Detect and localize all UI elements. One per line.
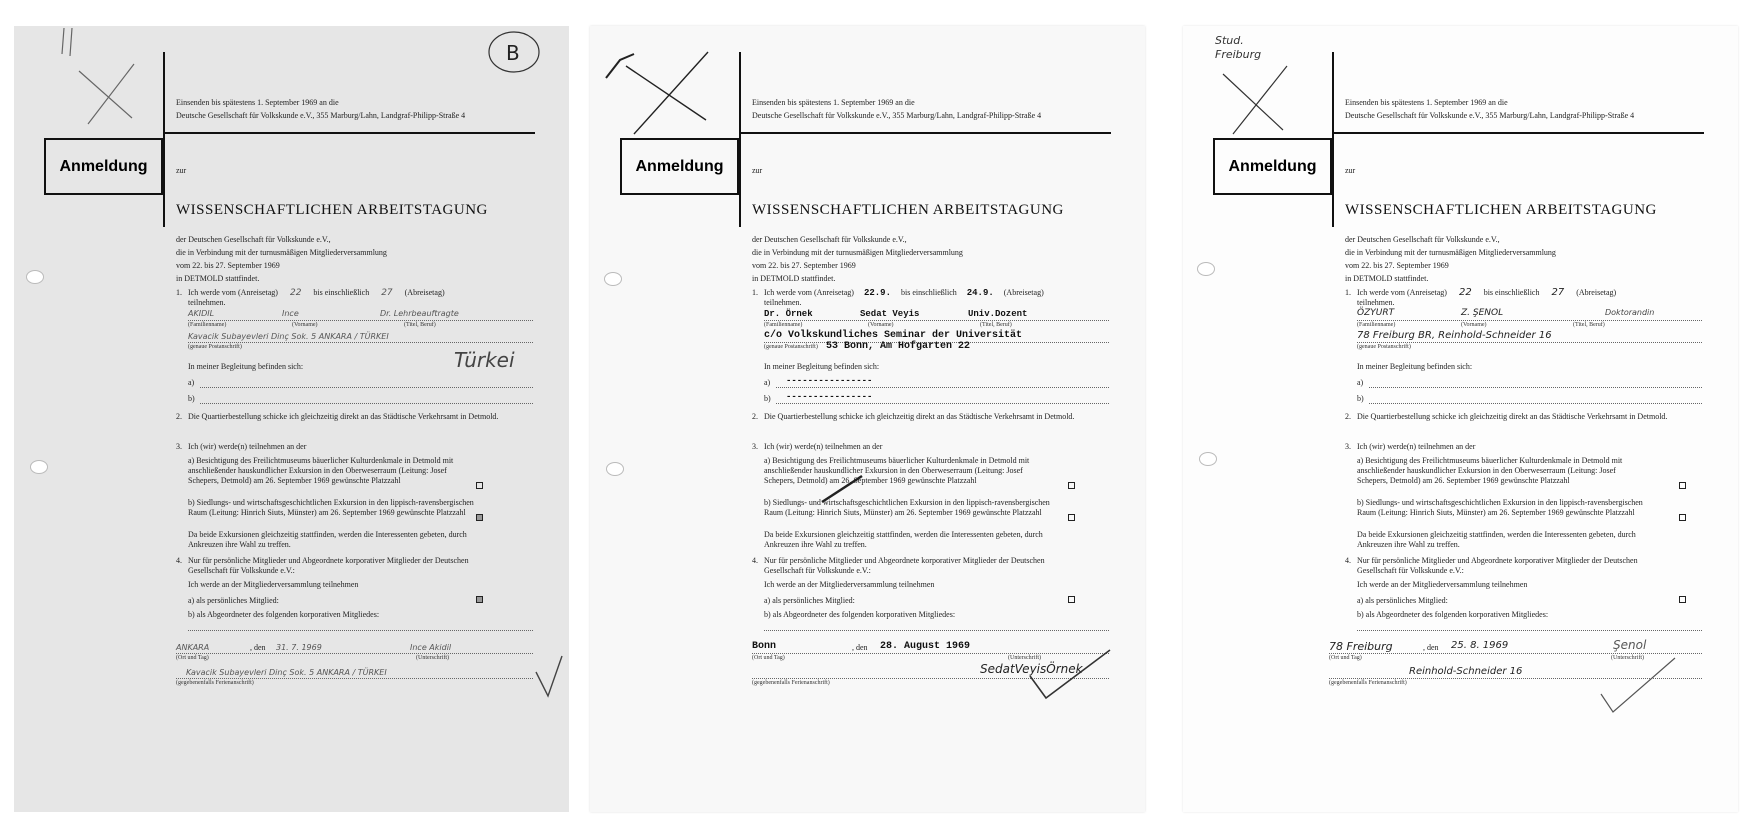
- section-1-text: [1357, 288, 1703, 308]
- personal-member-checkbox[interactable]: [1679, 596, 1686, 603]
- signature-label: (Unterschrift): [1008, 655, 1041, 661]
- address-line: [1357, 342, 1702, 343]
- section-1-text: [188, 288, 534, 308]
- companion-a-label: a): [764, 378, 771, 387]
- den-label: , den: [250, 643, 266, 652]
- section-1-text: [764, 288, 1110, 308]
- meeting-line: Ich werde an der Mitgliederversammlung teilnehmen: [188, 580, 359, 589]
- anmeldung-box: [1213, 138, 1332, 195]
- header-horizontal-rule: [163, 132, 535, 134]
- title-value: Dr. Lehrbeauftragte: [380, 309, 459, 318]
- signature-value: Şenol: [1613, 638, 1647, 652]
- first-name-label: (Vorname): [868, 322, 894, 328]
- excursion-b-text: b) Siedlungs- und wirtschaftsgeschichtlichen Exkursion in den lippisch-ravensbergischen Raum (Leitung: Hinrich Siuts, Münster) am 26. September 1969 gewünschte Platzzahl: [1357, 498, 1643, 517]
- companion-b-line: [1369, 403, 1702, 404]
- form-title: WISSENSCHAFTLICHEN ARBEITSTAGUNG: [176, 202, 488, 218]
- arrive-value: 22: [289, 288, 302, 298]
- personal-member-checkbox[interactable]: [1068, 596, 1075, 603]
- address-label: (genaue Postanschrift): [764, 344, 818, 350]
- excursion-b-text: b) Siedlungs- und wirtschaftsgeschichtlichen Exkursion in den lippisch-ravensbergischen Raum (Leitung: Hinrich Siuts, Münster) am 26. September 1969 gewünschte Platzzahl: [188, 498, 474, 517]
- personal-member-label: a) als persönliches Mitglied:: [188, 596, 279, 605]
- section-3-text: Ich (wir) werde(n) teilnehmen an der: [188, 442, 307, 451]
- companion-a-line: [200, 387, 533, 388]
- name-line: [188, 320, 533, 321]
- holiday-line: [1329, 678, 1702, 679]
- intro-line-2: die in Verbindung mit der turnusmäßigen Mitgliederversammlung: [752, 248, 963, 257]
- arrive-value: 22: [1458, 287, 1472, 298]
- section-3-number: 3.: [176, 442, 182, 451]
- den-label: , den: [1423, 643, 1439, 652]
- intro-line-1: der Deutschen Gesellschaft für Volkskunde e.V.,: [752, 235, 907, 244]
- handwritten-note: Türkei: [454, 348, 515, 372]
- punch-hole: [604, 272, 622, 286]
- intro-text: [752, 233, 1112, 285]
- den-label: , den: [852, 643, 868, 652]
- place-value: Bonn: [752, 641, 777, 652]
- title-label: (Titel, Beruf): [980, 322, 1012, 328]
- participate-label: teilnehmen.: [764, 298, 802, 307]
- family-name-value: ÖZYURT: [1357, 308, 1395, 318]
- companion-b-label: b): [764, 394, 771, 403]
- excursion-b-checkbox[interactable]: [1679, 514, 1686, 521]
- depart-label: bis einschließlich: [1483, 288, 1540, 297]
- place-value: 78 Freiburg: [1329, 640, 1393, 653]
- intro-line-3: vom 22. bis 27. September 1969: [176, 261, 280, 270]
- address-value: 78 Freiburg BR, Reinhold-Schneider 16: [1357, 330, 1552, 341]
- section-4-text: Nur für persönliche Mitglieder und Abgeordnete korporativer Mitglieder der Deutschen Gesellschaft für Volkskunde e.V.:: [188, 556, 469, 575]
- intro-line-2: die in Verbindung mit der turnusmäßigen Mitgliederversammlung: [176, 248, 387, 257]
- section-4-text: Nur für persönliche Mitglieder und Abgeordnete korporativer Mitglieder der Deutschen Gesellschaft für Volkskunde e.V.:: [1357, 556, 1638, 575]
- section-2-number: 2.: [176, 412, 182, 421]
- holiday-line: [176, 678, 533, 679]
- place-label: (Ort und Tag): [176, 655, 209, 661]
- delegate-label: b) als Abgeordneter des folgenden korporativen Mitgliedes:: [1357, 610, 1549, 619]
- signature-line: [1329, 653, 1702, 654]
- companions-label: In meiner Begleitung befinden sich:: [1357, 362, 1473, 371]
- title-label: (Titel, Beruf): [404, 322, 436, 328]
- place-label: (Ort und Tag): [752, 655, 785, 661]
- signature-label: (Unterschrift): [1611, 655, 1644, 661]
- address-value-line-1: c/o Volkskundliches Seminar der Universität: [764, 330, 1023, 341]
- participate-label: teilnehmen.: [188, 298, 226, 307]
- holiday-address-label: (gegebenenfalls Ferienanschrift): [752, 680, 830, 686]
- excursion-b-text: b) Siedlungs- und wirtschaftsgeschichtlichen Exkursion in den lippisch-ravensbergischen Raum (Leitung: Hinrich Siuts, Münster) am 26. September 1969 gewünschte Platzzahl: [764, 498, 1050, 517]
- punch-hole: [1199, 452, 1217, 466]
- companions-label: In meiner Begleitung befinden sich:: [764, 362, 880, 371]
- intro-line-4: in DETMOLD stattfindet.: [752, 274, 836, 283]
- holiday-address-value: Reinhold-Schneider 16: [1409, 666, 1523, 677]
- section-2-text: Die Quartierbestellung schicke ich gleichzeitig direkt an das Städtische Verkehrsamt in Detmold.: [188, 412, 499, 421]
- depart-value: 24.9.: [966, 288, 994, 298]
- excursion-note: Da beide Exkursionen gleichzeitig stattfinden, werden die Interessenten gebeten, durch Ankreuzen ihre Wahl zu treffen.: [764, 530, 1043, 549]
- signature-line: [752, 653, 1109, 654]
- anmeldung-label: Anmeldung: [59, 157, 148, 175]
- form-title: WISSENSCHAFTLICHEN ARBEITSTAGUNG: [752, 202, 1064, 218]
- section-4-text: Nur für persönliche Mitglieder und Abgeordnete korporativer Mitglieder der Deutschen Gesellschaft für Volkskunde e.V.:: [764, 556, 1045, 575]
- companion-a-value: ----------------: [786, 376, 873, 386]
- intro-line-2: die in Verbindung mit der turnusmäßigen Mitgliederversammlung: [1345, 248, 1556, 257]
- arrive-label: Ich werde vom (Anreisetag): [188, 288, 278, 297]
- address-label: (genaue Postanschrift): [1357, 344, 1411, 350]
- depart-label: bis einschließlich: [900, 288, 957, 297]
- intro-text: [1345, 233, 1705, 285]
- delegate-label: b) als Abgeordneter des folgenden korporativen Mitgliedes:: [764, 610, 956, 619]
- punch-hole: [30, 460, 48, 474]
- name-line: [1357, 320, 1702, 321]
- holiday-address-value: Kavacik Subayevleri Dinç Sok. 5 ANKARA / TÜRKEI: [186, 668, 387, 677]
- companion-a-label: a): [1357, 378, 1364, 387]
- excursion-a-checkbox[interactable]: [1068, 482, 1075, 489]
- companion-a-line: [1369, 387, 1702, 388]
- header-vertical-rule: [1332, 52, 1334, 227]
- anmeldung-box: [620, 138, 739, 195]
- meeting-line: Ich werde an der Mitgliederversammlung teilnehmen: [1357, 580, 1528, 589]
- address-line-1: Einsenden bis spätestens 1. September 1969 an die: [752, 98, 915, 107]
- form-page-1: [14, 26, 569, 812]
- delegate-line: [188, 630, 533, 631]
- address-value: Kavacik Subayevleri Dinç Sok. 5 ANKARA / TÜRKEI: [188, 332, 389, 341]
- intro-line-4: in DETMOLD stattfindet.: [176, 274, 260, 283]
- punch-hole: [606, 462, 624, 476]
- companion-b-line: [200, 403, 533, 404]
- section-3-number: 3.: [1345, 442, 1351, 451]
- personal-member-label: a) als persönliches Mitglied:: [764, 596, 855, 605]
- personal-member-label: a) als persönliches Mitglied:: [1357, 596, 1448, 605]
- delegate-label: b) als Abgeordneter des folgenden korporativen Mitgliedes:: [188, 610, 380, 619]
- arrive-label: Ich werde vom (Anreisetag): [1357, 288, 1447, 297]
- section-3-text: Ich (wir) werde(n) teilnehmen an der: [764, 442, 883, 451]
- section-1-number: 1.: [1345, 288, 1351, 297]
- holiday-address-label: (gegebenenfalls Ferienanschrift): [1329, 680, 1407, 686]
- companion-a-label: a): [188, 378, 195, 387]
- title-value: Univ.Dozent: [968, 309, 1028, 319]
- companions-label: In meiner Begleitung befinden sich:: [188, 362, 304, 371]
- meeting-line: Ich werde an der Mitgliederversammlung teilnehmen: [764, 580, 935, 589]
- depart-day-label: (Abreisetag): [1576, 288, 1617, 297]
- section-2-number: 2.: [1345, 412, 1351, 421]
- depart-value: 27: [1551, 287, 1565, 298]
- section-1-number: 1.: [176, 288, 182, 297]
- excursion-a-checkbox[interactable]: [476, 482, 483, 489]
- date-value: 31. 7. 1969: [276, 643, 322, 652]
- date-value: 25. 8. 1969: [1451, 640, 1509, 651]
- address-label: (genaue Postanschrift): [188, 344, 242, 350]
- companion-a-line: [776, 387, 1109, 388]
- corner-handwritten-note: Stud. Freiburg: [1215, 34, 1262, 61]
- intro-line-4: in DETMOLD stattfindet.: [1345, 274, 1429, 283]
- title-value: Doktorandin: [1605, 308, 1655, 317]
- family-name-label: (Familienname): [1357, 322, 1396, 328]
- family-name-value: AKIDIL: [188, 309, 215, 318]
- header-vertical-rule: [739, 52, 741, 227]
- name-line: [764, 320, 1109, 321]
- section-2-text: Die Quartierbestellung schicke ich gleichzeitig direkt an das Städtische Verkehrsamt in Detmold.: [764, 412, 1075, 421]
- punch-hole: [1197, 262, 1215, 276]
- companion-b-label: b): [188, 394, 195, 403]
- signature-label: (Unterschrift): [416, 655, 449, 661]
- companion-b-value: ----------------: [786, 392, 873, 402]
- punch-hole: [26, 270, 44, 284]
- corner-letter-mark: B: [506, 41, 520, 65]
- zur-label: zur: [1345, 166, 1356, 175]
- anmeldung-label: Anmeldung: [635, 157, 724, 175]
- intro-line-3: vom 22. bis 27. September 1969: [752, 261, 856, 270]
- address-line-2: Deutsche Gesellschaft für Volkskunde e.V., 355 Marburg/Lahn, Landgraf-Philipp-Straße 4: [752, 111, 1042, 120]
- first-name-label: (Vorname): [292, 322, 318, 328]
- excursion-b-checkbox[interactable]: [476, 514, 483, 521]
- form-title: WISSENSCHAFTLICHEN ARBEITSTAGUNG: [1345, 202, 1657, 218]
- send-to-address: [752, 96, 1112, 122]
- address-value-line-2: 53 Bonn, Am Hofgarten 22: [826, 341, 971, 352]
- family-name-label: (Familienname): [764, 322, 803, 328]
- place-label: (Ort und Tag): [1329, 655, 1362, 661]
- send-to-address: [1345, 96, 1705, 122]
- delegate-line: [764, 630, 1109, 631]
- signature-line: [176, 653, 533, 654]
- section-4-number: 4.: [176, 556, 182, 565]
- header-horizontal-rule: [739, 132, 1111, 134]
- participate-label: teilnehmen.: [1357, 298, 1395, 307]
- date-value: 28. August 1969: [880, 641, 971, 652]
- address-line-1: Einsenden bis spätestens 1. September 1969 an die: [1345, 98, 1508, 107]
- first-name-value: Ince: [282, 309, 299, 318]
- form-page-2: [590, 26, 1145, 812]
- first-name-value: Z. ŞENOL: [1461, 308, 1504, 318]
- intro-line-1: der Deutschen Gesellschaft für Volkskunde e.V.,: [176, 235, 331, 244]
- anmeldung-label: Anmeldung: [1228, 157, 1317, 175]
- header-horizontal-rule: [1332, 132, 1704, 134]
- signature-value: SedatVeyisÖrnek: [980, 662, 1083, 676]
- depart-value: 27: [381, 288, 393, 298]
- anmeldung-box: [44, 138, 163, 195]
- first-name-value: Sedat Veyis: [860, 309, 920, 319]
- section-3-number: 3.: [752, 442, 758, 451]
- family-name-value: Dr. Örnek: [764, 309, 813, 319]
- section-3-text: Ich (wir) werde(n) teilnehmen an der: [1357, 442, 1476, 451]
- signature-value: Ince Akidil: [410, 643, 452, 652]
- zur-label: zur: [176, 166, 187, 175]
- form-page-3: [1183, 26, 1738, 812]
- holiday-line: [752, 678, 1109, 679]
- section-2-text: Die Quartierbestellung schicke ich gleichzeitig direkt an das Städtische Verkehrsamt in Detmold.: [1357, 412, 1668, 421]
- depart-day-label: (Abreisetag): [404, 288, 445, 297]
- excursion-note: Da beide Exkursionen gleichzeitig stattfinden, werden die Interessenten gebeten, durch Ankreuzen ihre Wahl zu treffen.: [1357, 530, 1636, 549]
- excursion-a-text: a) Besichtigung des Freilichtmuseums bäuerlicher Kulturdenkmale in Detmold mit anschließender hauskundlicher Exkursion in den Oberweserraum (Leitung: Josef Schepers, Detmold) am 26. September 1969 gewünschte Platzzahl: [1357, 456, 1623, 485]
- place-value: ANKARA: [176, 643, 210, 652]
- section-4-number: 4.: [752, 556, 758, 565]
- companion-b-label: b): [1357, 394, 1364, 403]
- delegate-line: [1357, 630, 1702, 631]
- personal-member-checkbox[interactable]: [476, 596, 483, 603]
- depart-day-label: (Abreisetag): [1003, 288, 1044, 297]
- address-line: [188, 342, 533, 343]
- section-4-number: 4.: [1345, 556, 1351, 565]
- companion-b-line: [776, 403, 1109, 404]
- excursion-a-checkbox[interactable]: [1679, 482, 1686, 489]
- arrive-label: Ich werde vom (Anreisetag): [764, 288, 854, 297]
- depart-label: bis einschließlich: [313, 288, 370, 297]
- section-1-number: 1.: [752, 288, 758, 297]
- family-name-label: (Familienname): [188, 322, 227, 328]
- address-line-1: Einsenden bis spätestens 1. September 1969 an die: [176, 98, 339, 107]
- intro-line-3: vom 22. bis 27. September 1969: [1345, 261, 1449, 270]
- title-label: (Titel, Beruf): [1573, 322, 1605, 328]
- excursion-a-text: a) Besichtigung des Freilichtmuseums bäuerlicher Kulturdenkmale in Detmold mit anschließender hauskundlicher Exkursion in den Oberweserraum (Leitung: Josef Schepers, Detmold) am 26. September 1969 gewünschte Platzzahl: [764, 456, 1030, 485]
- holiday-address-label: (gegebenenfalls Ferienanschrift): [176, 680, 254, 686]
- first-name-label: (Vorname): [1461, 322, 1487, 328]
- send-to-address: [176, 96, 536, 122]
- excursion-b-checkbox[interactable]: [1068, 514, 1075, 521]
- intro-line-1: der Deutschen Gesellschaft für Volkskunde e.V.,: [1345, 235, 1500, 244]
- address-line-2: Deutsche Gesellschaft für Volkskunde e.V., 355 Marburg/Lahn, Landgraf-Philipp-Straße 4: [176, 111, 466, 120]
- section-2-number: 2.: [752, 412, 758, 421]
- address-line-2: Deutsche Gesellschaft für Volkskunde e.V., 355 Marburg/Lahn, Landgraf-Philipp-Straße 4: [1345, 111, 1635, 120]
- zur-label: zur: [752, 166, 763, 175]
- arrive-value: 22.9.: [863, 288, 891, 298]
- header-vertical-rule: [163, 52, 165, 227]
- intro-text: [176, 233, 536, 285]
- excursion-a-text: a) Besichtigung des Freilichtmuseums bäuerlicher Kulturdenkmale in Detmold mit anschließender hauskundlicher Exkursion in den Oberweserraum (Leitung: Josef Schepers, Detmold) am 26. September 1969 gewünschte Platzzahl: [188, 456, 454, 485]
- excursion-note: Da beide Exkursionen gleichzeitig stattfinden, werden die Interessenten gebeten, durch Ankreuzen ihre Wahl zu treffen.: [188, 530, 467, 549]
